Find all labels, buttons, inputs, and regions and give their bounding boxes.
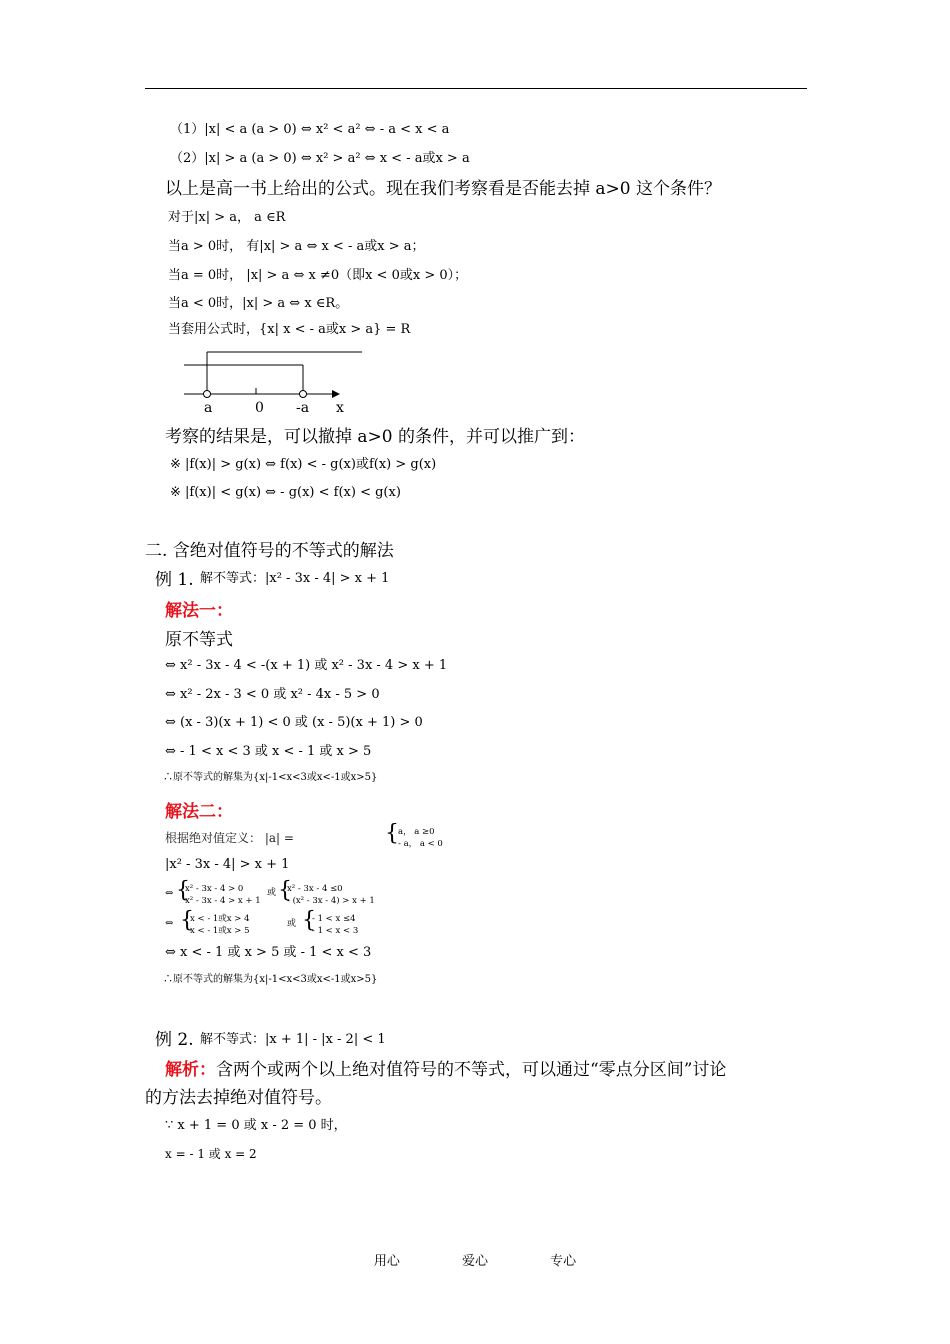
general-rule-1: ※ |f(x)| > g(x) ⇔ f(x) < - g(x)或f(x) > g(x) (170, 457, 437, 472)
system-1b-line-1: x² - 3x - 4 ≤0 (287, 884, 343, 894)
label-zero: 0 (255, 400, 264, 416)
method-1-line-2: ⇔ x² - 2x - 3 < 0 或 x² - 4x - 5 > 0 (165, 687, 380, 702)
system-brace-2b: { (302, 908, 316, 933)
case-line-2: 当a = 0时， |x| > a ⇔ x ≠0（即x < 0或x > 0）； (168, 268, 468, 283)
system-1b-line-2: - (x² - 3x - 4) > x + 1 (287, 896, 375, 906)
footer-item-2: 爱心 (461, 1254, 488, 1269)
system-1b (287, 883, 375, 907)
footer-item-3: 专心 (550, 1254, 577, 1269)
system-2a-line-2: x < - 1或x > 5 (190, 926, 250, 936)
formula-2: （2）|x| > a (a > 0) ⇔ x² > a² ⇔ x < - a或x > a (170, 151, 470, 166)
example-2-step-2: x = - 1 或 x = 2 (165, 1147, 257, 1161)
formula-1: （1）|x| < a (a > 0) ⇔ x² < a² ⇔ - a < x < a (170, 122, 450, 137)
analysis-title: 解析： (165, 1060, 216, 1080)
label-neg-a: -a (296, 400, 310, 416)
analysis-text-2: 的方法去掉绝对值符号。 (145, 1088, 332, 1108)
number-line-diagram (170, 348, 370, 418)
method-2-answer: ∴原不等式的解集为{x|-1<x<3或x<-1或x>5} (163, 974, 378, 985)
case-line-4: 当套用公式时，{x| x < - a或x > a} = R (168, 322, 411, 337)
abs-case-positive: a， a ≥0 (398, 827, 435, 837)
system-1a-line-1: x² - 3x - 4 > 0 (185, 884, 244, 894)
system-brace-2a: { (180, 908, 194, 933)
method-2-result: ⇔ x < - 1 或 x > 5 或 - 1 < x < 3 (165, 945, 372, 960)
method-1-line-3: ⇔ (x - 3)(x + 1) < 0 或 (x - 5)(x + 1) > 0 (165, 715, 423, 730)
method-1-line-0: 原不等式 (165, 630, 233, 650)
definition-brace: { (385, 821, 399, 846)
method-1-title: 解法一： (165, 601, 233, 621)
system-2b-line-1: - 1 < x ≤4 (312, 914, 356, 924)
analysis-text-1: 含两个或两个以上绝对值符号的不等式，可以通过“零点分区间”讨论 (216, 1060, 727, 1080)
system-1a-line-2: x² - 3x - 4 > x + 1 (185, 896, 261, 906)
or-word-2: 或 (287, 919, 297, 929)
label-x: x (336, 400, 344, 416)
section-2-title: 二. 含绝对值符号的不等式的解法 (145, 541, 394, 561)
example-2-problem: 解不等式：|x + 1| - |x - 2| < 1 (200, 1032, 386, 1047)
system-2b (312, 913, 358, 937)
case-line-0: 对于|x| > a， a ∈R (168, 210, 286, 225)
intro-text: 以上是高一书上给出的公式。现在我们考察看是否能去掉 a>0 这个条件？ (165, 179, 722, 199)
example-1-label: 例 1. (155, 570, 194, 590)
method-1-line-1: ⇔ x² - 3x - 4 < -(x + 1) 或 x² - 3x - 4 > x + 1 (165, 658, 448, 673)
header-rule (145, 88, 807, 89)
analysis-paragraph (165, 1062, 726, 1079)
or-word-1: 或 (267, 888, 277, 898)
system-brace-1b: { (278, 878, 292, 903)
abs-definition: 根据绝对值定义： |a| = (165, 831, 294, 845)
method-2-inequality: |x² - 3x - 4| > x + 1 (165, 857, 290, 872)
system-2b-line-2: - 1 < x < 3 (312, 926, 359, 936)
equiv-sign-1: ⇔ (165, 888, 174, 899)
system-2a (190, 913, 250, 937)
example-1-problem: 解不等式：|x² - 3x - 4| > x + 1 (200, 571, 390, 586)
equiv-sign-2: ⇔ (165, 918, 174, 929)
abs-case-negative: - a， a < 0 (398, 839, 443, 849)
page-footer (0, 1250, 950, 1269)
footer-item-1: 用心 (373, 1254, 400, 1269)
method-1-answer: ∴原不等式的解集为{x|-1<x<3或x<-1或x>5} (163, 772, 378, 783)
conclusion-text: 考察的结果是，可以撤掉 a>0 的条件，并可以推广到： (165, 427, 586, 447)
label-a: a (204, 400, 213, 416)
method-1-line-4: ⇔ - 1 < x < 3 或 x < - 1 或 x > 5 (165, 744, 372, 759)
system-brace-1a: { (176, 878, 190, 903)
case-line-1: 当a > 0时， 有|x| > a ⇔ x < - a或x > a； (168, 239, 425, 254)
system-2a-line-1: x < - 1或x > 4 (190, 914, 250, 924)
example-2-step-1: ∵ x + 1 = 0 或 x - 2 = 0 时， (165, 1118, 347, 1133)
method-2-title: 解法二： (165, 802, 233, 822)
case-line-3: 当a < 0时，|x| > a ⇔ x ∈R。 (168, 296, 349, 311)
abs-definition-cases (398, 826, 443, 850)
system-1a (185, 883, 261, 907)
general-rule-2: ※ |f(x)| < g(x) ⇔ - g(x) < f(x) < g(x) (170, 485, 401, 500)
example-2-label: 例 2. (155, 1030, 194, 1050)
